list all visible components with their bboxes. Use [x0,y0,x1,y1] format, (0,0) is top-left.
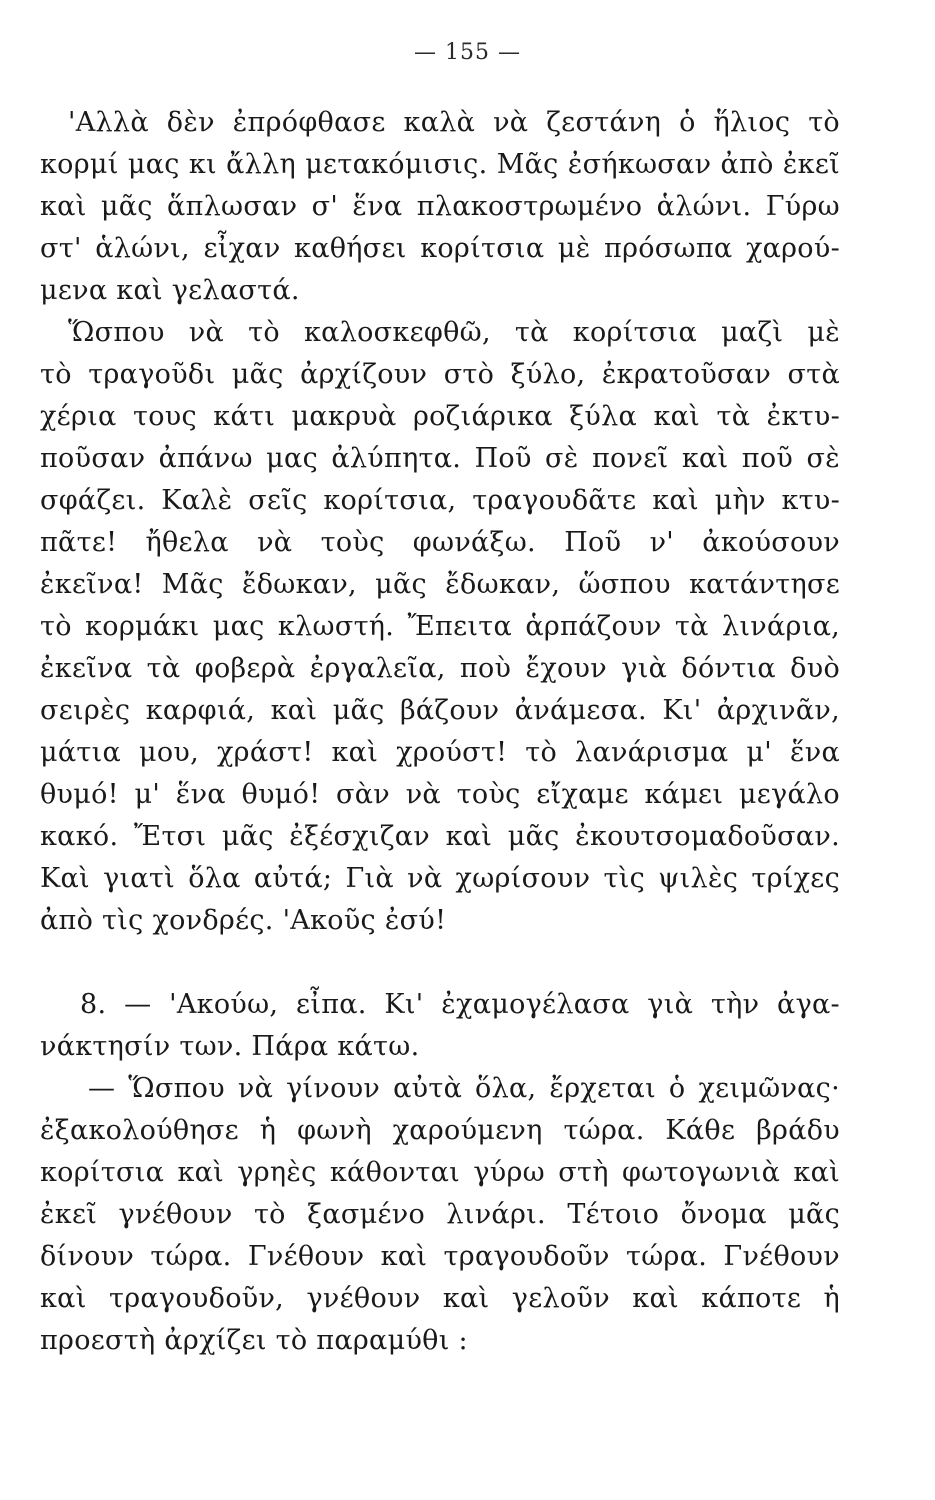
text-line: ποῦσαν ἀπάνω μας ἀλύπητα. Ποῦ σὲ πονεῖ καὶ ποῦ σὲ [40,443,840,474]
text-line: 8. — 'Ακούω, εἶπα. Κι' ἐχαμογέλασα γιὰ τὴν ἀγα- [80,989,840,1020]
text-line: σφάζει. Καλὲ σεῖς κορίτσια, τραγουδᾶτε καὶ μὴν κτυ- [40,485,840,516]
text-line: ἐξακολούθησε ἡ φωνὴ χαρούμενη τώρα. Κάθε βράδυ [40,1115,840,1146]
text-line: μάτια μου, χράστ! καὶ χρούστ! τὸ λανάρισμα μ' ἕνα [40,737,840,768]
text-line: καὶ τραγουδοῦν, γνέθουν καὶ γελοῦν καὶ κάποτε ἡ [40,1283,840,1314]
paragraph [40,102,840,312]
text-line: μενα καὶ γελαστά. [40,275,300,306]
text-line: κορίτσια καὶ γρηὲς κάθονται γύρω στὴ φωτογωνιὰ καὶ [40,1157,840,1188]
text-line: νάκτησίν των. Πάρα κάτω. [40,1031,420,1062]
text-line: ἐκεῖνα! Μᾶς ἔδωκαν, μᾶς ἔδωκαν, ὥσπου κατάντησε [40,569,840,600]
text-line: ἀπὸ τὶς χονδρές. 'Ακοῦς ἐσύ! [40,905,447,936]
text-line: στ' ἁλώνι, εἶχαν καθήσει κορίτσια μὲ πρόσωπα χαρού- [40,233,840,264]
paragraph [40,312,840,942]
paragraph [40,1068,840,1362]
text-body [40,102,840,1362]
text-line: κορμί μας κι ἄλλη μετακόμισις. Μᾶς ἐσήκωσαν ἀπὸ ἐκεῖ [40,149,840,180]
text-line: 'Αλλὰ δὲν ἐπρόφθασε καλὰ νὰ ζεστάνη ὁ ἥλιος τὸ [68,107,840,138]
text-line: δίνουν τώρα. Γνέθουν καὶ τραγουδοῦν τώρα. Γνέθουν [40,1241,840,1272]
text-line: θυμό! μ' ἕνα θυμό! σὰν νὰ τοὺς εἴχαμε κάμει μεγάλο [40,779,840,810]
text-line: προεστὴ ἀρχίζει τὸ παραμύθι : [40,1325,468,1356]
text-line: Ὥσπου νὰ τὸ καλοσκεφθῶ, τὰ κορίτσια μαζὶ μὲ [68,317,840,348]
text-line: ἐκεῖ γνέθουν τὸ ξασμένο λινάρι. Τέτοιο ὄνομα μᾶς [40,1199,840,1230]
text-line: χέρια τους κάτι μακρυὰ ροζιάρικα ξύλα καὶ τὰ ἐκτυ- [40,401,840,432]
text-line: — Ὥσπου νὰ γίνουν αὐτὰ ὅλα, ἔρχεται ὁ χειμῶνας· [88,1073,840,1104]
text-line: Καὶ γιατὶ ὅλα αὐτά; Γιὰ νὰ χωρίσουν τὶς ψιλὲς τρίχες [40,863,840,894]
text-line: σειρὲς καρφιά, καὶ μᾶς βάζουν ἀνάμεσα. Κι' ἀρχινᾶν, [40,695,840,726]
paragraph-gap [40,942,840,984]
text-line: τὸ τραγοῦδι μᾶς ἀρχίζουν στὸ ξύλο, ἐκρατοῦσαν στὰ [40,359,840,390]
text-line: καὶ μᾶς ἅπλωσαν σ' ἕνα πλακοστρωμένο ἁλώνι. Γύρω [40,191,840,222]
text-line: τὸ κορμάκι μας κλωστή. Ἔπειτα ἁρπάζουν τὰ λινάρια, [40,611,840,642]
paragraph [40,984,840,1068]
page-number: — 155 — [414,40,521,65]
text-line: ἐκεῖνα τὰ φοβερὰ ἐργαλεῖα, ποὺ ἔχουν γιὰ δόντια δυὸ [40,653,840,684]
text-line: κακό. Ἔτσι μᾶς ἐξέσχιζαν καὶ μᾶς ἐκουτσομαδοῦσαν. [40,821,840,852]
text-line: πᾶτε! ἤθελα νὰ τοὺς φωνάξω. Ποῦ ν' ἀκούσουν [40,527,840,558]
